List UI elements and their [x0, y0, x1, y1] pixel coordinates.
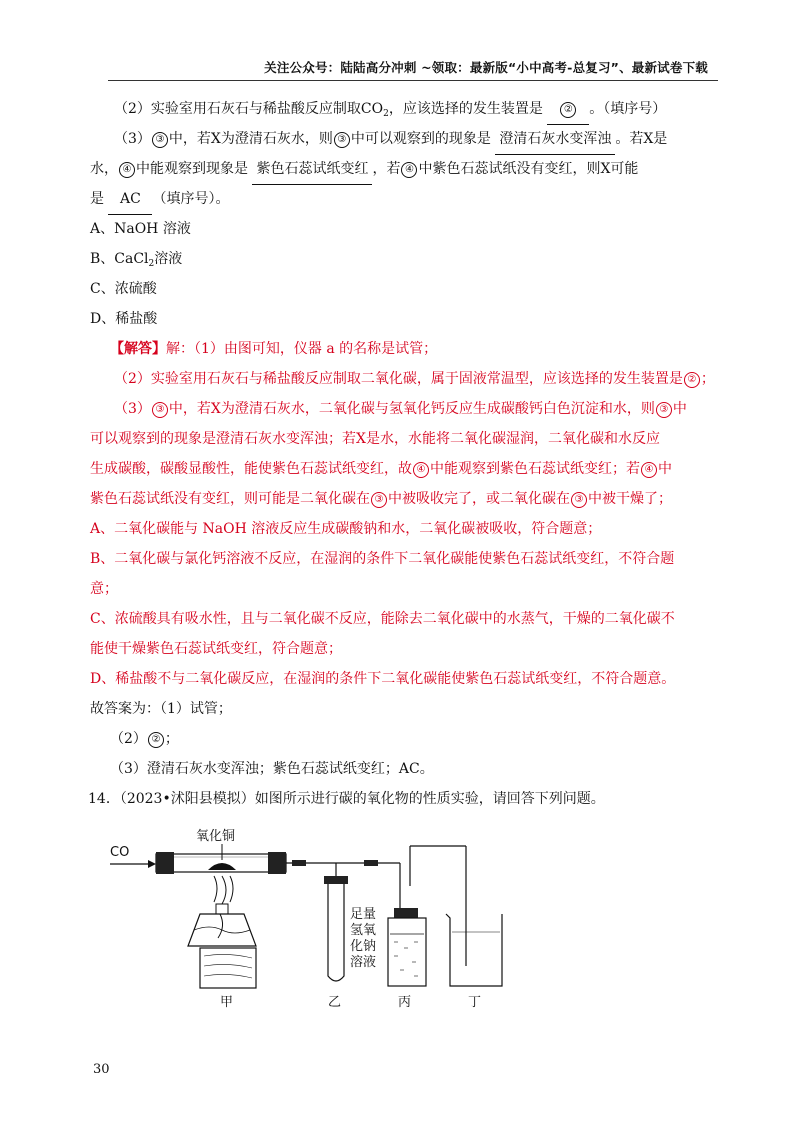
answer-line-2 [114, 364, 714, 394]
gas-washing-bottle-bing [388, 908, 426, 986]
q3-line-2 [90, 154, 714, 184]
q3-text: 中能观察到现象是 [136, 161, 248, 177]
q3-answer-2: 紫色石蕊试纸变红 [252, 154, 372, 185]
page-header: 关注公众号：陆陆高分冲刺 ~领取：最新版“小中高考-总复习”、最新试卷下载 [264, 60, 708, 75]
option-a: A、NaOH 溶液 [90, 221, 191, 237]
document-body [90, 94, 715, 784]
option-b [90, 244, 714, 274]
answer-text: （3） [114, 401, 151, 417]
circled-2: ② [148, 732, 164, 748]
answer-line-9: 意； [90, 581, 118, 597]
apparatus-jia-label: 甲 [220, 995, 234, 1010]
answer-text: 紫色石蕊试纸没有变红，则可能是二氧化碳在 [90, 491, 370, 507]
circled-2: ② [684, 372, 700, 388]
circled-3: ③ [571, 492, 587, 508]
answer-line-1 [110, 334, 714, 364]
q3-answer-1: 澄清石灰水变浑浊 [495, 124, 615, 155]
answer-text: ； [164, 731, 179, 747]
q3-text: 。若X是 [615, 131, 668, 147]
combustion-tube [156, 852, 286, 874]
header-rule [108, 80, 718, 81]
inlet-arrow-icon [110, 860, 156, 868]
naoh-label-2: 氢氧 [350, 923, 377, 938]
answer-text: （2） [110, 731, 147, 747]
q3-text: 水， [90, 161, 118, 177]
answer-text: 解：（1）由图可知，仪器 a 的名称是试管； [166, 341, 438, 357]
answer-line-4: 可以观察到的现象是澄清石灰水变浑浊；若X是水，水能将二氧化碳湿润，二氧化碳和水反应 [90, 431, 660, 447]
question-14: 14．（2023•沭阳县模拟）如图所示进行碳的氧化物的性质实验，请回答下列问题。 [88, 791, 605, 807]
option-c: C、浓硫酸 [90, 281, 157, 297]
q2-text-mid: ，应该选择的发生装置是 [388, 101, 543, 117]
page-number: 30 [93, 1062, 110, 1077]
answer-line-10: C、浓硫酸具有吸水性，且与二氧化碳不反应，能除去二氧化碳中的水蒸气，干燥的二氧化碳不 [90, 611, 675, 627]
option-b-subscript: 2 [148, 259, 155, 269]
q2-answer-blank [547, 94, 589, 125]
q3-text: 中紫色石蕊试纸没有变红，则X可能 [418, 161, 639, 177]
wooden-block [200, 948, 256, 988]
q3-text: ，若 [372, 161, 401, 177]
naoh-label-1: 足量 [350, 907, 377, 922]
circled-4: ④ [641, 462, 657, 478]
apparatus-bing-label: 丙 [398, 995, 412, 1010]
apparatus-yi-label: 乙 [328, 995, 342, 1010]
option-b-text: B、CaCl [90, 251, 149, 267]
circled-3: ③ [334, 132, 350, 148]
answer-summary-1: 故答案为：（1）试管； [90, 701, 232, 717]
answer-text: 中 [672, 401, 687, 417]
answer-line-5 [90, 454, 714, 484]
circled-3: ③ [152, 132, 168, 148]
option-d: D、稀盐酸 [90, 311, 158, 327]
q2-text-end: 。（填序号） [589, 101, 667, 117]
co-label: CO [110, 845, 130, 860]
circled-3: ③ [152, 402, 168, 418]
option-b-text-end: 溶液 [154, 251, 183, 267]
flame-icon [214, 876, 233, 904]
copper-oxide-label: 氧化铜 [196, 829, 236, 844]
answer-text: 中 [658, 461, 672, 477]
alcohol-lamp [188, 904, 256, 946]
q2-subscript: 2 [383, 109, 389, 119]
q3-line-1 [114, 124, 714, 154]
answer-text: 中被干燥了； [588, 491, 672, 507]
test-tube-yi [324, 876, 348, 981]
answer-text: （2）实验室用石灰石与稀盐酸反应制取二氧化碳，属于固液常温型，应该选择的发生装置是 [114, 371, 683, 387]
q3-text: 中可以观察到的现象是 [350, 131, 491, 147]
answer-summary-2 [110, 724, 714, 754]
naoh-label-3: 化钠 [350, 939, 377, 954]
q2-text: （2）实验室用石灰石与稀盐酸反应制取CO [114, 101, 384, 117]
q3-answer-3: AC [108, 184, 152, 215]
answer-line-12: D、稀盐酸不与二氧化碳反应，在湿润的条件下二氧化碳能使紫色石蕊试纸变红，不符合题意。 [90, 671, 676, 687]
q2-line [114, 94, 714, 124]
answer-text: 中被吸收完了，或二氧化碳在 [388, 491, 570, 507]
apparatus-figure [110, 826, 530, 1016]
answer-summary-3: （3）澄清石灰水变浑浊；紫色石蕊试纸变红；AC。 [110, 761, 434, 777]
q2-answer: ② [560, 102, 576, 118]
answer-line-7: A、二氧化碳能与 NaOH 溶液反应生成碳酸钠和水，二氧化碳被吸收，符合题意； [90, 521, 602, 537]
circled-3: ③ [656, 402, 672, 418]
apparatus-ding-label: 丁 [468, 995, 482, 1010]
q3-text: （填序号）。 [152, 191, 230, 207]
beaker-ding [446, 914, 502, 986]
answer-line-8: B、二氧化碳与氯化钙溶液不反应，在湿润的条件下二氧化碳能使紫色石蕊试纸变红，不符合题 [90, 551, 675, 567]
q3-text: 中，若X为澄清石灰水，则 [168, 131, 333, 147]
answer-line-6 [90, 484, 714, 514]
naoh-label-4: 溶液 [350, 955, 377, 970]
circled-4: ④ [413, 462, 429, 478]
answer-heading: 【解答】 [110, 341, 166, 357]
q3-text: 是 [90, 191, 104, 207]
circled-4: ④ [401, 162, 417, 178]
answer-text: 生成碳酸，碳酸显酸性，能使紫色石蕊试纸变红，故 [90, 461, 412, 477]
answer-line-3 [114, 394, 714, 424]
answer-text: ； [700, 371, 715, 387]
answer-text: 中，若X为澄清石灰水，二氧化碳与氢氧化钙反应生成碳酸钙白色沉淀和水，则 [168, 401, 655, 417]
answer-text: 中能观察到紫色石蕊试纸变红；若 [430, 461, 640, 477]
circled-3: ③ [371, 492, 387, 508]
q3-line-3 [90, 184, 714, 214]
answer-line-11: 能使干燥紫色石蕊试纸变红，符合题意； [90, 641, 342, 657]
q3-label: （3） [114, 131, 151, 147]
circled-4: ④ [119, 162, 135, 178]
